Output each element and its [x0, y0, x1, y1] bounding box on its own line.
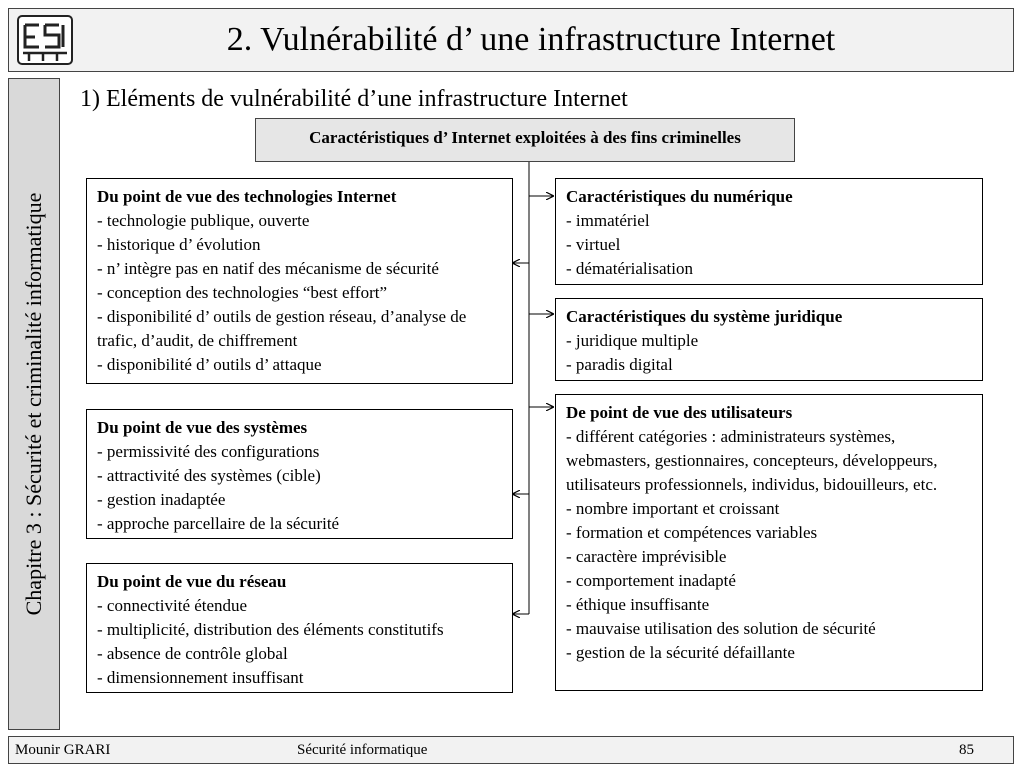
box-numerique-title: Caractéristiques du numérique: [566, 187, 793, 206]
list-item: - technologie publique, ouverte: [97, 211, 310, 230]
list-item: - connectivité étendue: [97, 596, 248, 615]
list-item: - comportement inadapté: [566, 571, 736, 590]
list-item: - gestion de la sécurité défaillante: [566, 643, 795, 662]
list-item: - mauvaise utilisation des solution de sécurité: [566, 619, 876, 638]
list-item: - caractère imprévisible: [566, 547, 727, 566]
box-technologies: [86, 178, 513, 384]
list-item: - éthique insuffisante: [566, 595, 710, 614]
list-item: - approche parcellaire de la sécurité: [97, 514, 340, 533]
list-item: - disponibilité d’ outils d’ attaque: [97, 355, 322, 374]
list-item: - historique d’ évolution: [97, 235, 261, 254]
section-subtitle: 1) Eléments de vulnérabilité d’une infrastructure Internet: [80, 86, 628, 112]
box-juridique-title: Caractéristiques du système juridique: [566, 307, 843, 326]
list-item: - absence de contrôle global: [97, 644, 288, 663]
box-juridique: [555, 298, 983, 381]
list-item: - nombre important et croissant: [566, 499, 780, 518]
box-reseau: [86, 563, 513, 693]
list-item: - virtuel: [566, 235, 621, 254]
list-item: - multiplicité, distribution des éléments constitutifs: [97, 620, 444, 639]
slide-title: 2. Vulnérabilité d’ une infrastructure Internet: [226, 21, 836, 58]
footer-author: Mounir GRARI: [15, 742, 111, 758]
list-item: - disponibilité d’ outils de gestion réseau, d’analyse de trafic, d’audit, de chiffrement: [97, 307, 467, 350]
box-technologies-title: Du point de vue des technologies Internet: [97, 187, 397, 206]
box-utilisateurs: [555, 394, 983, 691]
box-utilisateurs-title: De point de vue des utilisateurs: [566, 403, 793, 422]
list-item: - attractivité des systèmes (cible): [97, 466, 321, 485]
list-item: - gestion inadaptée: [97, 490, 226, 509]
box-systemes: [86, 409, 513, 539]
list-item: - différent catégories : administrateurs systèmes, webmasters, gestionnaires, concepteurs, développeurs, utilisateurs professionnels, individus, bidouilleurs, etc.: [566, 427, 938, 494]
list-item: - juridique multiple: [566, 331, 699, 350]
box-numerique: [555, 178, 983, 285]
list-item: - formation et compétences variables: [566, 523, 818, 542]
list-item: - n’ intègre pas en natif des mécanisme de sécurité: [97, 259, 439, 278]
list-item: - dimensionnement insuffisant: [97, 668, 304, 687]
root-box: Caractéristiques d’ Internet exploitées à des fins criminelles: [255, 118, 795, 162]
list-item: - permissivité des configurations: [97, 442, 320, 461]
list-item: - conception des technologies “best effort”: [97, 283, 387, 302]
footer-course: Sécurité informatique: [297, 742, 428, 758]
slide-footer: [8, 736, 1014, 764]
chapter-label: Chapitre 3 : Sécurité et criminalité informatique: [21, 192, 46, 616]
box-systemes-title: Du point de vue des systèmes: [97, 418, 308, 437]
list-item: - immatériel: [566, 211, 650, 230]
list-item: - paradis digital: [566, 355, 673, 374]
page-number: 85: [959, 742, 974, 758]
list-item: - dématérialisation: [566, 259, 693, 278]
box-reseau-title: Du point de vue du réseau: [97, 572, 287, 591]
